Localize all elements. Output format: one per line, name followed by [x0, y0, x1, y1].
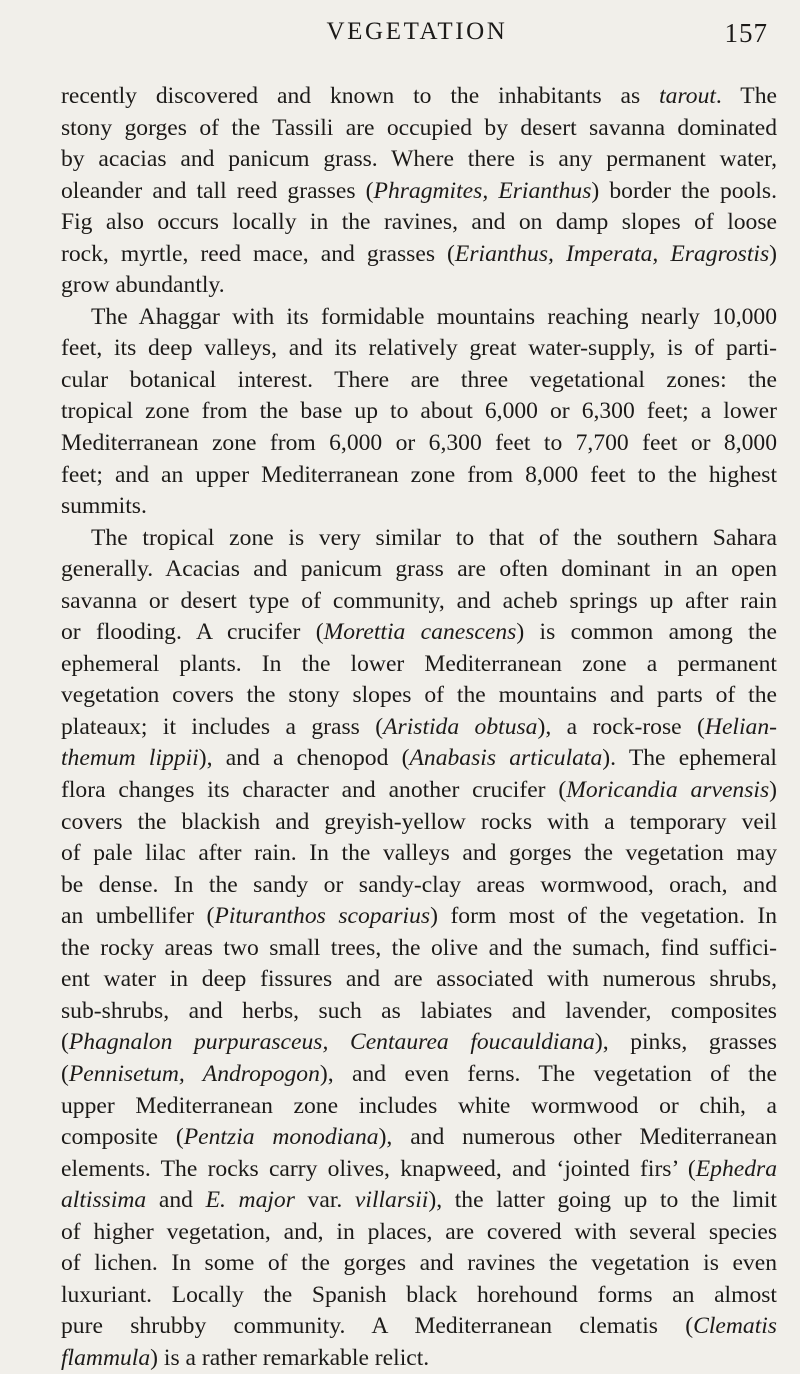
italic-term: flammula — [61, 1344, 151, 1371]
text-line: vegetation covers the stony slopes of the mountains and parts of the — [61, 682, 777, 709]
italic-term: Ephedra — [695, 1155, 777, 1182]
italic-term: E. major — [205, 1187, 295, 1214]
italic-term: tarout — [659, 83, 716, 109]
text-line: by acacias and panicum grass. Where there is any permanent water, — [61, 146, 777, 173]
paragraph — [61, 302, 777, 523]
italic-term: Phragmites, Erianthus — [373, 177, 592, 204]
text-line: be dense. In the sandy or sandy-clay areas wormwood, orach, and — [61, 871, 777, 898]
text-line: cular botanical interest. There are three vegetational zones: the — [61, 366, 777, 393]
text-line: generally. Acacias and panicum grass are often dominant in an open — [61, 556, 777, 583]
text-line: altissima and E. major var. villarsii), the latter going up to the limit — [61, 1187, 777, 1214]
paragraph — [61, 81, 777, 302]
text-line: an umbellifer (Pituranthos scoparius) form most of the vegetation. In — [61, 903, 777, 930]
text-line: the rocky areas two small trees, the olive and the sumach, find suffici- — [61, 934, 777, 961]
text-line: upper Mediterranean zone includes white wormwood or chih, a — [61, 1092, 777, 1119]
page-number: 157 — [724, 18, 768, 48]
text-line: oleander and tall reed grasses (Phragmites, Erianthus) border the pools. — [61, 177, 777, 204]
text-line: plateaux; it includes a grass (Aristida obtusa), a rock-rose (Helian- — [61, 713, 777, 740]
italic-term: altissima — [61, 1187, 147, 1214]
body-text — [61, 81, 777, 1374]
text-line: tropical zone from the base up to about 6,000 or 6,300 feet; a lower — [61, 398, 777, 425]
text-line: stony gorges of the Tassili are occupied by desert savanna dominated — [61, 114, 777, 141]
text-line: feet; and an upper Mediterranean zone from 8,000 feet to the highest — [61, 461, 777, 488]
italic-term: Moricandia arvensis — [566, 777, 770, 804]
text-line: flammula) is a rather remarkable relict. — [61, 1344, 430, 1371]
text-line: summits. — [61, 493, 147, 520]
text-line: of pale lilac after rain. In the valleys and gorges the vegetation may — [61, 840, 777, 867]
text-line: Fig also occurs locally in the ravines, and on damp slopes of loose — [61, 209, 777, 236]
italic-term: Pennisetum, Andropogon — [68, 1060, 320, 1087]
text-line: elements. The rocks carry olives, knapweed, and ‘jointed firs’ (Ephedra — [61, 1155, 777, 1182]
italic-term: villarsii — [354, 1187, 429, 1214]
text-line: savanna or desert type of community, and acheb springs up after rain — [61, 587, 777, 614]
text-line: composite (Pentzia monodiana), and numerous other Mediterranean — [61, 1124, 778, 1151]
text-line: Mediterranean zone from 6,000 or 6,300 feet to 7,700 feet or 8,000 — [61, 430, 777, 457]
text-line: themum lippii), and a chenopod (Anabasis articulata). The ephemeral — [61, 745, 777, 772]
text-line: feet, its deep valleys, and its relatively great water-supply, is of parti- — [61, 335, 777, 362]
italic-term: Anabasis articulata — [409, 745, 603, 772]
running-head — [60, 14, 774, 48]
italic-term: Morettia canescens — [323, 619, 517, 646]
text-line: (Phagnalon purpurasceus, Centaurea foucauldiana), pinks, grasses — [61, 1029, 777, 1056]
text-line: rock, myrtle, reed mace, and grasses (Erianthus, Imperata, Eragrostis) — [61, 240, 778, 267]
running-title: VEGETATION — [326, 18, 508, 45]
italic-term: Clematis — [693, 1313, 777, 1340]
text-line: The tropical zone is very similar to that of the southern Sahara — [91, 524, 777, 551]
text-line: ephemeral plants. In the lower Mediterranean zone a permanent — [61, 650, 777, 677]
text-line: of lichen. In some of the gorges and ravines the vegetation is even — [61, 1250, 777, 1277]
text-line: flora changes its character and another crucifer (Moricandia arvensis) — [61, 777, 777, 804]
text-line: luxuriant. Locally the Spanish black horehound forms an almost — [61, 1281, 777, 1308]
text-line: ent water in deep fissures and are associated with numerous shrubs, — [61, 966, 777, 993]
text-line: The Ahaggar with its formidable mountains reaching nearly 10,000 — [91, 303, 777, 330]
text-line: grow abundantly. — [61, 272, 225, 299]
text-line: or flooding. A crucifer (Morettia canescens) is common among the — [61, 619, 777, 646]
text-line: covers the blackish and greyish-yellow rocks with a temporary veil — [61, 808, 777, 835]
italic-term: Pentzia monodiana — [183, 1124, 379, 1151]
italic-term: themum lippii — [61, 745, 199, 772]
text-line: (Pennisetum, Andropogon), and even ferns. The vegetation of the — [61, 1060, 777, 1087]
italic-term: Pituranthos scoparius — [214, 903, 431, 930]
text-line: of higher vegetation, and, in places, are covered with several species — [61, 1218, 777, 1245]
italic-term: Aristida obtusa — [383, 713, 538, 740]
text-line: pure shrubby community. A Mediterranean clematis (Clematis — [61, 1313, 777, 1340]
italic-term: Erianthus, Imperata, Eragrostis — [454, 240, 770, 267]
italic-term: Helian- — [704, 713, 777, 740]
paragraph — [61, 523, 777, 1374]
text-line: sub-shrubs, and herbs, such as labiates and lavender, composites — [61, 997, 777, 1024]
italic-term: Phagnalon purpurasceus, Centaurea foucauldiana — [68, 1029, 595, 1056]
text-line: recently discovered and known to the inhabitants as tarout. The — [61, 83, 777, 109]
